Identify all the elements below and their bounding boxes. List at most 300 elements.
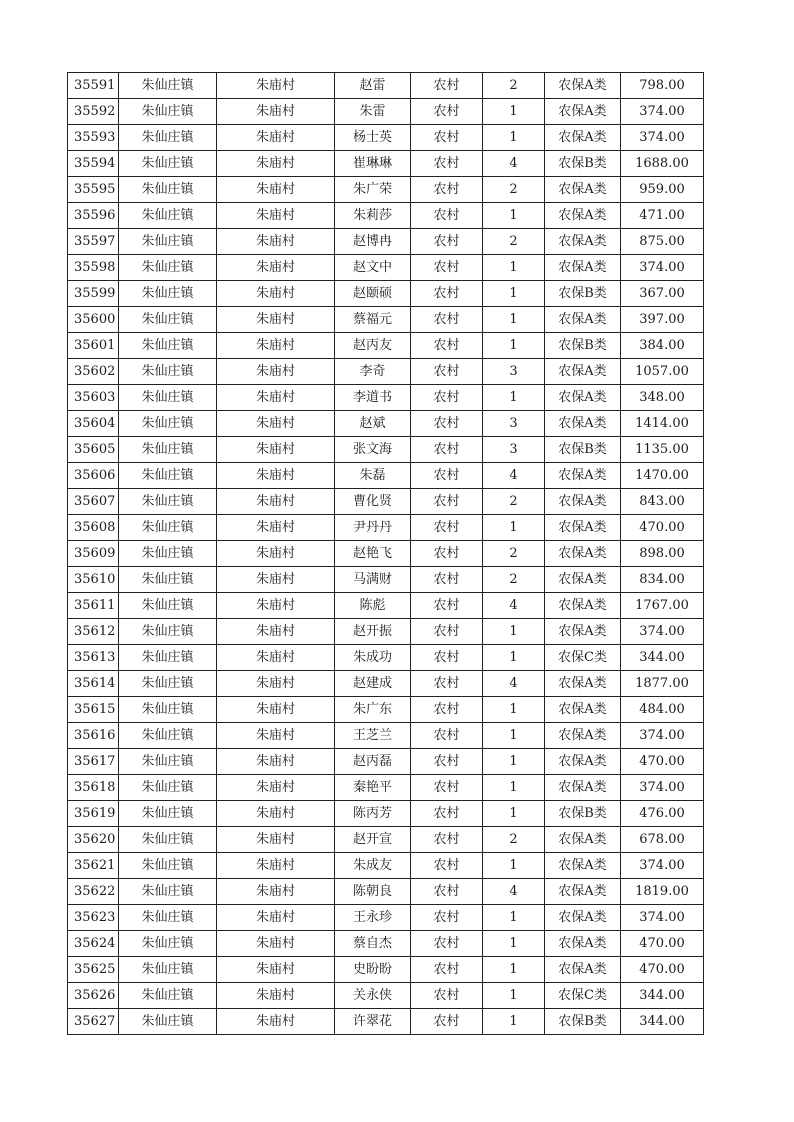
table-row [68, 853, 704, 879]
amount-cell: 875.00 [621, 229, 704, 255]
town-cell: 朱仙庄镇 [119, 229, 217, 255]
town-cell: 朱仙庄镇 [119, 437, 217, 463]
village-cell: 朱庙村 [217, 437, 335, 463]
member-count-cell: 1 [483, 775, 545, 801]
town-cell: 朱仙庄镇 [119, 73, 217, 99]
village-cell: 朱庙村 [217, 957, 335, 983]
amount-cell: 470.00 [621, 515, 704, 541]
member-count-cell: 1 [483, 307, 545, 333]
village-cell: 朱庙村 [217, 515, 335, 541]
category-cell: 农保A类 [545, 879, 621, 905]
table-row [68, 411, 704, 437]
category-cell: 农保A类 [545, 385, 621, 411]
name-cell: 史盼盼 [335, 957, 411, 983]
name-cell: 杨士英 [335, 125, 411, 151]
table-row [68, 73, 704, 99]
village-cell: 朱庙村 [217, 125, 335, 151]
member-count-cell: 2 [483, 489, 545, 515]
town-cell: 朱仙庄镇 [119, 359, 217, 385]
table-row [68, 541, 704, 567]
data-table [67, 72, 704, 1035]
member-count-cell: 4 [483, 463, 545, 489]
category-cell: 农保A类 [545, 463, 621, 489]
serial-number-cell: 35611 [68, 593, 119, 619]
member-count-cell: 1 [483, 1009, 545, 1035]
serial-number-cell: 35597 [68, 229, 119, 255]
table-row [68, 827, 704, 853]
member-count-cell: 2 [483, 541, 545, 567]
village-cell: 朱庙村 [217, 99, 335, 125]
member-count-cell: 1 [483, 645, 545, 671]
town-cell: 朱仙庄镇 [119, 151, 217, 177]
amount-cell: 397.00 [621, 307, 704, 333]
serial-number-cell: 35620 [68, 827, 119, 853]
serial-number-cell: 35598 [68, 255, 119, 281]
amount-cell: 374.00 [621, 853, 704, 879]
name-cell: 关永侠 [335, 983, 411, 1009]
amount-cell: 1767.00 [621, 593, 704, 619]
member-count-cell: 2 [483, 229, 545, 255]
member-count-cell: 1 [483, 697, 545, 723]
town-cell: 朱仙庄镇 [119, 671, 217, 697]
table-row [68, 99, 704, 125]
town-cell: 朱仙庄镇 [119, 775, 217, 801]
town-cell: 朱仙庄镇 [119, 801, 217, 827]
category-cell: 农保A类 [545, 411, 621, 437]
village-cell: 朱庙村 [217, 489, 335, 515]
serial-number-cell: 35606 [68, 463, 119, 489]
household-type-cell: 农村 [411, 73, 483, 99]
household-type-cell: 农村 [411, 203, 483, 229]
village-cell: 朱庙村 [217, 177, 335, 203]
town-cell: 朱仙庄镇 [119, 957, 217, 983]
village-cell: 朱庙村 [217, 541, 335, 567]
member-count-cell: 1 [483, 333, 545, 359]
serial-number-cell: 35609 [68, 541, 119, 567]
serial-number-cell: 35612 [68, 619, 119, 645]
town-cell: 朱仙庄镇 [119, 723, 217, 749]
table-row [68, 931, 704, 957]
serial-number-cell: 35593 [68, 125, 119, 151]
town-cell: 朱仙庄镇 [119, 385, 217, 411]
category-cell: 农保A类 [545, 853, 621, 879]
household-type-cell: 农村 [411, 515, 483, 541]
serial-number-cell: 35622 [68, 879, 119, 905]
member-count-cell: 1 [483, 99, 545, 125]
town-cell: 朱仙庄镇 [119, 515, 217, 541]
town-cell: 朱仙庄镇 [119, 125, 217, 151]
category-cell: 农保B类 [545, 281, 621, 307]
town-cell: 朱仙庄镇 [119, 203, 217, 229]
name-cell: 李道书 [335, 385, 411, 411]
town-cell: 朱仙庄镇 [119, 749, 217, 775]
serial-number-cell: 35604 [68, 411, 119, 437]
table-row [68, 463, 704, 489]
name-cell: 朱成功 [335, 645, 411, 671]
category-cell: 农保A类 [545, 905, 621, 931]
household-type-cell: 农村 [411, 463, 483, 489]
serial-number-cell: 35623 [68, 905, 119, 931]
amount-cell: 959.00 [621, 177, 704, 203]
serial-number-cell: 35605 [68, 437, 119, 463]
category-cell: 农保B类 [545, 801, 621, 827]
table-row [68, 697, 704, 723]
serial-number-cell: 35608 [68, 515, 119, 541]
household-type-cell: 农村 [411, 177, 483, 203]
name-cell: 赵开振 [335, 619, 411, 645]
member-count-cell: 1 [483, 957, 545, 983]
village-cell: 朱庙村 [217, 307, 335, 333]
village-cell: 朱庙村 [217, 853, 335, 879]
member-count-cell: 1 [483, 853, 545, 879]
category-cell: 农保B类 [545, 333, 621, 359]
name-cell: 陈朝良 [335, 879, 411, 905]
serial-number-cell: 35603 [68, 385, 119, 411]
table-row [68, 255, 704, 281]
serial-number-cell: 35626 [68, 983, 119, 1009]
member-count-cell: 1 [483, 515, 545, 541]
name-cell: 马满财 [335, 567, 411, 593]
name-cell: 曹化贤 [335, 489, 411, 515]
table-row [68, 1009, 704, 1035]
serial-number-cell: 35602 [68, 359, 119, 385]
category-cell: 农保A类 [545, 671, 621, 697]
household-type-cell: 农村 [411, 359, 483, 385]
category-cell: 农保A类 [545, 541, 621, 567]
table-row [68, 307, 704, 333]
town-cell: 朱仙庄镇 [119, 411, 217, 437]
table-row [68, 229, 704, 255]
town-cell: 朱仙庄镇 [119, 827, 217, 853]
member-count-cell: 1 [483, 983, 545, 1009]
amount-cell: 384.00 [621, 333, 704, 359]
serial-number-cell: 35627 [68, 1009, 119, 1035]
town-cell: 朱仙庄镇 [119, 567, 217, 593]
town-cell: 朱仙庄镇 [119, 697, 217, 723]
village-cell: 朱庙村 [217, 931, 335, 957]
member-count-cell: 3 [483, 359, 545, 385]
category-cell: 农保A类 [545, 73, 621, 99]
village-cell: 朱庙村 [217, 671, 335, 697]
name-cell: 陈彪 [335, 593, 411, 619]
name-cell: 赵文中 [335, 255, 411, 281]
serial-number-cell: 35599 [68, 281, 119, 307]
name-cell: 蔡自杰 [335, 931, 411, 957]
category-cell: 农保C类 [545, 983, 621, 1009]
amount-cell: 470.00 [621, 957, 704, 983]
name-cell: 朱莉莎 [335, 203, 411, 229]
category-cell: 农保A类 [545, 697, 621, 723]
amount-cell: 374.00 [621, 619, 704, 645]
serial-number-cell: 35613 [68, 645, 119, 671]
household-type-cell: 农村 [411, 99, 483, 125]
household-type-cell: 农村 [411, 151, 483, 177]
name-cell: 朱磊 [335, 463, 411, 489]
amount-cell: 1688.00 [621, 151, 704, 177]
category-cell: 农保A类 [545, 229, 621, 255]
table-row [68, 515, 704, 541]
name-cell: 李奇 [335, 359, 411, 385]
village-cell: 朱庙村 [217, 281, 335, 307]
name-cell: 赵斌 [335, 411, 411, 437]
category-cell: 农保A类 [545, 723, 621, 749]
member-count-cell: 1 [483, 801, 545, 827]
amount-cell: 1877.00 [621, 671, 704, 697]
category-cell: 农保A类 [545, 775, 621, 801]
category-cell: 农保A类 [545, 203, 621, 229]
village-cell: 朱庙村 [217, 567, 335, 593]
amount-cell: 470.00 [621, 749, 704, 775]
serial-number-cell: 35625 [68, 957, 119, 983]
town-cell: 朱仙庄镇 [119, 879, 217, 905]
member-count-cell: 4 [483, 151, 545, 177]
category-cell: 农保A类 [545, 567, 621, 593]
serial-number-cell: 35617 [68, 749, 119, 775]
table-row [68, 437, 704, 463]
name-cell: 蔡福元 [335, 307, 411, 333]
name-cell: 朱成友 [335, 853, 411, 879]
category-cell: 农保A类 [545, 619, 621, 645]
name-cell: 赵开宣 [335, 827, 411, 853]
serial-number-cell: 35592 [68, 99, 119, 125]
table-row [68, 879, 704, 905]
village-cell: 朱庙村 [217, 905, 335, 931]
household-type-cell: 农村 [411, 567, 483, 593]
village-cell: 朱庙村 [217, 255, 335, 281]
table-row [68, 905, 704, 931]
town-cell: 朱仙庄镇 [119, 905, 217, 931]
amount-cell: 344.00 [621, 983, 704, 1009]
village-cell: 朱庙村 [217, 775, 335, 801]
table-row [68, 333, 704, 359]
household-type-cell: 农村 [411, 411, 483, 437]
serial-number-cell: 35618 [68, 775, 119, 801]
name-cell: 王芝兰 [335, 723, 411, 749]
household-type-cell: 农村 [411, 255, 483, 281]
member-count-cell: 2 [483, 567, 545, 593]
name-cell: 张文海 [335, 437, 411, 463]
member-count-cell: 1 [483, 125, 545, 151]
village-cell: 朱庙村 [217, 333, 335, 359]
member-count-cell: 1 [483, 723, 545, 749]
amount-cell: 1470.00 [621, 463, 704, 489]
village-cell: 朱庙村 [217, 359, 335, 385]
household-type-cell: 农村 [411, 827, 483, 853]
household-type-cell: 农村 [411, 983, 483, 1009]
table-row [68, 151, 704, 177]
serial-number-cell: 35594 [68, 151, 119, 177]
household-type-cell: 农村 [411, 853, 483, 879]
village-cell: 朱庙村 [217, 983, 335, 1009]
amount-cell: 898.00 [621, 541, 704, 567]
name-cell: 王永珍 [335, 905, 411, 931]
name-cell: 朱雷 [335, 99, 411, 125]
category-cell: 农保A类 [545, 489, 621, 515]
household-type-cell: 农村 [411, 1009, 483, 1035]
category-cell: 农保A类 [545, 255, 621, 281]
table-row [68, 645, 704, 671]
village-cell: 朱庙村 [217, 151, 335, 177]
member-count-cell: 4 [483, 593, 545, 619]
serial-number-cell: 35624 [68, 931, 119, 957]
category-cell: 农保A类 [545, 593, 621, 619]
category-cell: 农保A类 [545, 515, 621, 541]
village-cell: 朱庙村 [217, 619, 335, 645]
member-count-cell: 4 [483, 879, 545, 905]
household-type-cell: 农村 [411, 489, 483, 515]
amount-cell: 374.00 [621, 723, 704, 749]
serial-number-cell: 35591 [68, 73, 119, 99]
town-cell: 朱仙庄镇 [119, 177, 217, 203]
name-cell: 朱广东 [335, 697, 411, 723]
household-type-cell: 农村 [411, 775, 483, 801]
category-cell: 农保A类 [545, 827, 621, 853]
household-type-cell: 农村 [411, 619, 483, 645]
table-row [68, 203, 704, 229]
village-cell: 朱庙村 [217, 411, 335, 437]
table-body [68, 73, 704, 1035]
serial-number-cell: 35595 [68, 177, 119, 203]
village-cell: 朱庙村 [217, 723, 335, 749]
village-cell: 朱庙村 [217, 203, 335, 229]
village-cell: 朱庙村 [217, 593, 335, 619]
name-cell: 赵丙友 [335, 333, 411, 359]
table-row [68, 619, 704, 645]
amount-cell: 1414.00 [621, 411, 704, 437]
name-cell: 赵丙磊 [335, 749, 411, 775]
member-count-cell: 3 [483, 411, 545, 437]
amount-cell: 484.00 [621, 697, 704, 723]
amount-cell: 798.00 [621, 73, 704, 99]
town-cell: 朱仙庄镇 [119, 541, 217, 567]
member-count-cell: 1 [483, 749, 545, 775]
amount-cell: 344.00 [621, 1009, 704, 1035]
village-cell: 朱庙村 [217, 827, 335, 853]
name-cell: 秦艳平 [335, 775, 411, 801]
member-count-cell: 2 [483, 177, 545, 203]
member-count-cell: 1 [483, 385, 545, 411]
town-cell: 朱仙庄镇 [119, 931, 217, 957]
household-type-cell: 农村 [411, 385, 483, 411]
amount-cell: 476.00 [621, 801, 704, 827]
member-count-cell: 4 [483, 671, 545, 697]
serial-number-cell: 35616 [68, 723, 119, 749]
category-cell: 农保A类 [545, 931, 621, 957]
amount-cell: 374.00 [621, 905, 704, 931]
name-cell: 崔琳琳 [335, 151, 411, 177]
table-row [68, 593, 704, 619]
serial-number-cell: 35607 [68, 489, 119, 515]
serial-number-cell: 35600 [68, 307, 119, 333]
household-type-cell: 农村 [411, 801, 483, 827]
category-cell: 农保A类 [545, 177, 621, 203]
town-cell: 朱仙庄镇 [119, 307, 217, 333]
amount-cell: 470.00 [621, 931, 704, 957]
town-cell: 朱仙庄镇 [119, 333, 217, 359]
member-count-cell: 2 [483, 73, 545, 99]
table-row [68, 723, 704, 749]
amount-cell: 344.00 [621, 645, 704, 671]
amount-cell: 471.00 [621, 203, 704, 229]
name-cell: 赵建成 [335, 671, 411, 697]
amount-cell: 374.00 [621, 255, 704, 281]
table-row [68, 957, 704, 983]
household-type-cell: 农村 [411, 333, 483, 359]
amount-cell: 1057.00 [621, 359, 704, 385]
town-cell: 朱仙庄镇 [119, 255, 217, 281]
town-cell: 朱仙庄镇 [119, 281, 217, 307]
amount-cell: 1135.00 [621, 437, 704, 463]
town-cell: 朱仙庄镇 [119, 593, 217, 619]
amount-cell: 374.00 [621, 775, 704, 801]
household-type-cell: 农村 [411, 437, 483, 463]
amount-cell: 843.00 [621, 489, 704, 515]
name-cell: 赵艳飞 [335, 541, 411, 567]
amount-cell: 374.00 [621, 99, 704, 125]
member-count-cell: 1 [483, 255, 545, 281]
table-row [68, 567, 704, 593]
town-cell: 朱仙庄镇 [119, 983, 217, 1009]
table-row [68, 983, 704, 1009]
serial-number-cell: 35615 [68, 697, 119, 723]
household-type-cell: 农村 [411, 541, 483, 567]
amount-cell: 348.00 [621, 385, 704, 411]
amount-cell: 834.00 [621, 567, 704, 593]
household-type-cell: 农村 [411, 229, 483, 255]
village-cell: 朱庙村 [217, 463, 335, 489]
member-count-cell: 3 [483, 437, 545, 463]
member-count-cell: 1 [483, 203, 545, 229]
household-type-cell: 农村 [411, 125, 483, 151]
village-cell: 朱庙村 [217, 385, 335, 411]
household-type-cell: 农村 [411, 905, 483, 931]
member-count-cell: 1 [483, 931, 545, 957]
household-type-cell: 农村 [411, 307, 483, 333]
category-cell: 农保A类 [545, 125, 621, 151]
serial-number-cell: 35610 [68, 567, 119, 593]
village-cell: 朱庙村 [217, 801, 335, 827]
town-cell: 朱仙庄镇 [119, 1009, 217, 1035]
table-row [68, 385, 704, 411]
name-cell: 赵颐硕 [335, 281, 411, 307]
amount-cell: 374.00 [621, 125, 704, 151]
serial-number-cell: 35619 [68, 801, 119, 827]
serial-number-cell: 35601 [68, 333, 119, 359]
category-cell: 农保A类 [545, 359, 621, 385]
household-type-cell: 农村 [411, 957, 483, 983]
household-type-cell: 农村 [411, 749, 483, 775]
household-type-cell: 农村 [411, 593, 483, 619]
amount-cell: 678.00 [621, 827, 704, 853]
table-row [68, 359, 704, 385]
village-cell: 朱庙村 [217, 73, 335, 99]
household-type-cell: 农村 [411, 645, 483, 671]
household-type-cell: 农村 [411, 671, 483, 697]
serial-number-cell: 35596 [68, 203, 119, 229]
category-cell: 农保B类 [545, 437, 621, 463]
amount-cell: 367.00 [621, 281, 704, 307]
table-row [68, 671, 704, 697]
village-cell: 朱庙村 [217, 645, 335, 671]
table-row [68, 281, 704, 307]
category-cell: 农保A类 [545, 99, 621, 125]
village-cell: 朱庙村 [217, 229, 335, 255]
town-cell: 朱仙庄镇 [119, 99, 217, 125]
member-count-cell: 1 [483, 905, 545, 931]
member-count-cell: 1 [483, 281, 545, 307]
table-row [68, 775, 704, 801]
table-row [68, 749, 704, 775]
